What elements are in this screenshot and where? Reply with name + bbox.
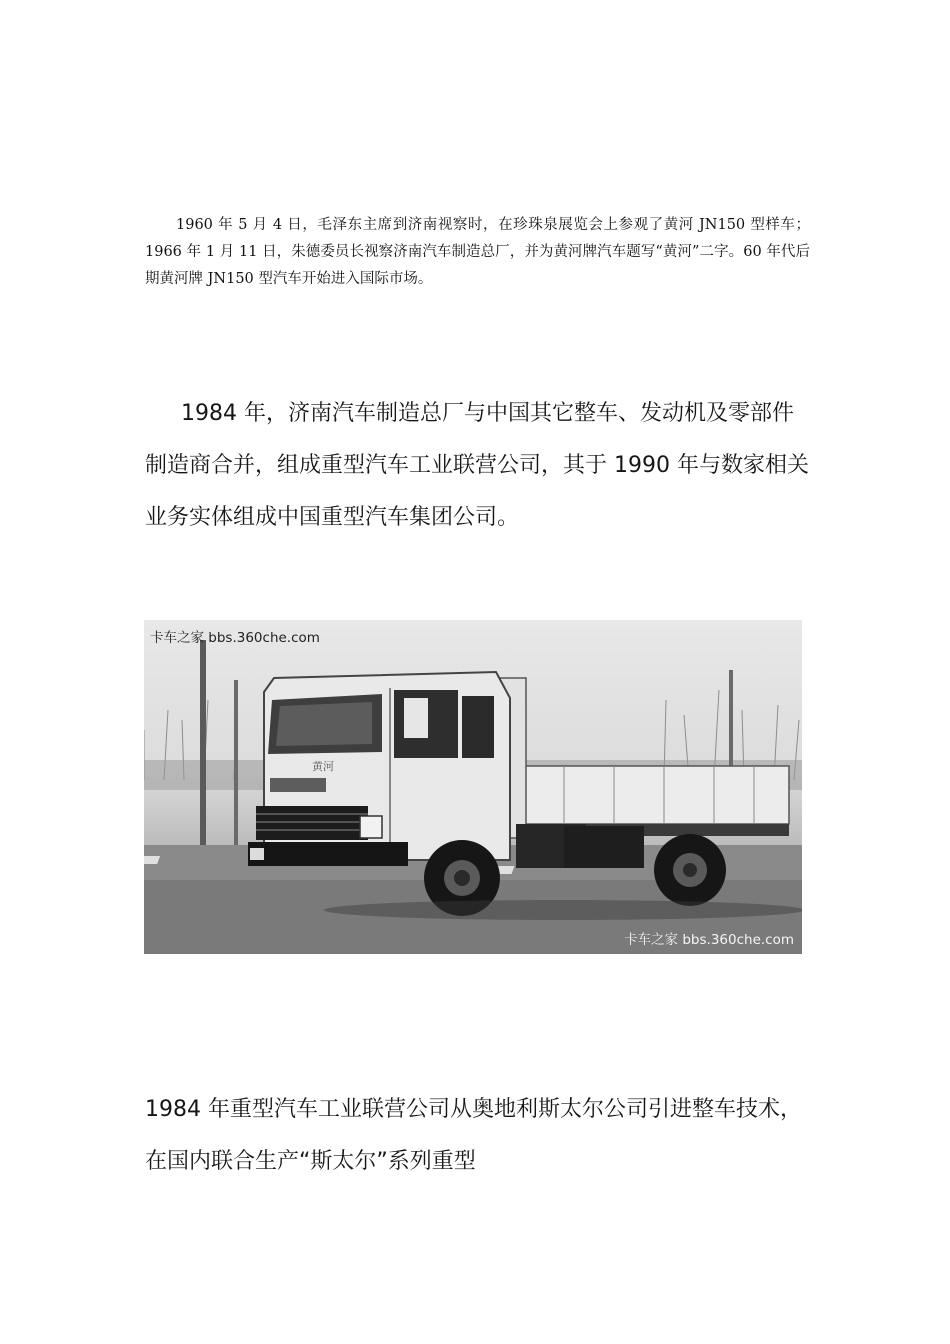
paragraph-history-1960: 1960 年 5 月 4 日，毛泽东主席到济南视察时，在珍珠泉展览会上参观了黄河 JN150 型样车；1966 年 1 月 11 日，朱德委员长视察济南汽车制造总厂，并为黄河牌汽车题写“黄河”二字。60 年代后期黄河牌 JN150 型汽车开始进入国际市场。 bbox=[145, 217, 810, 287]
cab-badge-text: 黄河 bbox=[312, 760, 334, 773]
truck-illustration bbox=[144, 620, 802, 954]
paragraph-merger-1984: 1984 年，济南汽车制造总厂与中国其它整车、发动机及零部件制造商合并，组成重型汽车工业联营公司，其于 1990 年与数家相关业务实体组成中国重型汽车集团公司。 bbox=[145, 401, 809, 530]
watermark-bottom: 卡车之家 bbs.360che.com bbox=[624, 932, 794, 948]
watermark-top: 卡车之家 bbs.360che.com bbox=[150, 630, 320, 646]
paragraph-steyr-1984: 1984 年重型汽车工业联营公司从奥地利斯太尔公司引进整车技术，在国内联合生产“斯太尔”系列重型 bbox=[145, 1097, 802, 1174]
truck-photo bbox=[144, 620, 802, 954]
